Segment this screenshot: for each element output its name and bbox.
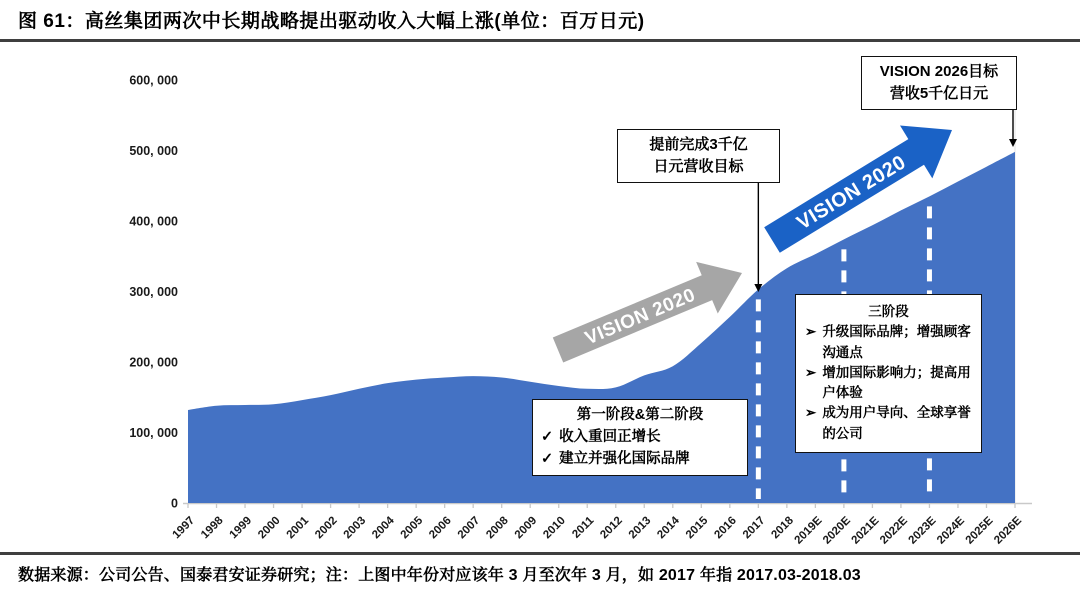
annotation-bullet-item — [541, 427, 739, 449]
x-axis-label: 2015 — [683, 514, 711, 542]
x-axis-label: 2020E — [821, 514, 854, 547]
annotation-bullet-item — [805, 322, 972, 363]
x-axis-label: 2018 — [769, 514, 796, 542]
annotation-line: 升级国际品牌；增强顾客沟通点 — [822, 324, 971, 360]
x-axis-label: 2000 — [256, 514, 283, 542]
x-axis-label: 2017 — [740, 514, 768, 542]
annotation-title: 第一阶段&第二阶段 — [576, 407, 704, 423]
x-axis-label: 2013 — [626, 514, 654, 542]
annotation-line: 营收5千亿日元 — [889, 84, 989, 102]
x-axis-label: 2023E — [906, 514, 939, 547]
annotation-bullet-item — [805, 403, 972, 444]
annotation-line: VISION 2026目标 — [879, 63, 999, 80]
arrow-bullet-icon: ➢ — [805, 364, 817, 380]
source-note: 数据来源：公司公告、国泰君安证券研究；注：上图中年份对应该年 3 月至次年 3 月，如 2017 年指 2017.03-2018.03 — [18, 567, 861, 584]
annotation-line: 日元营收目标 — [653, 157, 744, 175]
y-axis-label: 300, 000 — [129, 285, 178, 299]
x-axis-label: 2024E — [935, 514, 968, 547]
y-axis-label: 100, 000 — [129, 426, 178, 440]
checkmark-icon: ✓ — [541, 450, 554, 467]
vision2020-arrow-label: VISION 2020 — [793, 151, 910, 235]
annotation-line: 成为用户导向、全球享誉的公司 — [822, 405, 971, 441]
x-axis-label: 1997 — [170, 514, 198, 542]
checkmark-icon: ✓ — [541, 428, 554, 445]
x-axis-label: 2004 — [370, 514, 397, 542]
vision2020-arrow-label: VISION 2020 — [582, 284, 699, 350]
y-axis-label: 500, 000 — [129, 144, 178, 158]
x-axis-label: 2026E — [992, 514, 1025, 547]
footer-divider — [0, 552, 1080, 555]
annotation-bullet-item — [805, 363, 972, 404]
annotation-phase12-box — [532, 399, 748, 476]
x-axis-label: 2014 — [655, 514, 682, 542]
annotation-line: 提前完成3千亿 — [649, 136, 748, 153]
x-axis-label: 2006 — [427, 514, 454, 542]
x-axis-label: 2007 — [455, 514, 483, 542]
x-axis-label: 2001 — [284, 514, 312, 542]
x-axis-label: 2011 — [570, 514, 597, 541]
x-axis-label: 2009 — [512, 514, 540, 542]
x-axis-label: 2022E — [878, 514, 911, 547]
x-axis-label: 2012 — [598, 514, 625, 542]
arrow-bullet-icon: ➢ — [805, 324, 817, 340]
y-axis-label: 400, 000 — [129, 214, 178, 229]
annotation-phase3-box — [795, 294, 982, 453]
annotation-title: 三阶段 — [868, 304, 909, 319]
annotation-line: 增加国际影响力；提高用户体验 — [822, 364, 971, 400]
leader-vision2026-arrowhead — [1009, 139, 1017, 147]
annotation-bullet-item — [541, 449, 739, 471]
arrow-bullet-icon: ➢ — [805, 405, 817, 421]
x-axis-label: 1999 — [227, 514, 255, 542]
x-axis-label: 2016 — [712, 514, 739, 542]
x-axis-label: 2021E — [849, 514, 882, 547]
annotation-line: 收入重回正增长 — [559, 428, 661, 445]
annotation-target-300b-box — [617, 129, 780, 183]
annotation-vision2026-box — [861, 56, 1017, 110]
y-axis-label: 0 — [171, 496, 178, 511]
x-axis-label: 2002 — [313, 514, 340, 542]
x-axis-label: 1998 — [199, 514, 226, 542]
x-axis-label: 2008 — [484, 514, 511, 542]
x-axis-label: 2025E — [963, 514, 996, 547]
x-axis-label: 2010 — [541, 514, 568, 542]
x-axis-label: 2003 — [341, 514, 369, 542]
figure-title: 图 61：高丝集团两次中长期战略提出驱动收入大幅上涨(单位：百万日元) — [18, 11, 645, 32]
y-axis-label: 200, 000 — [129, 355, 178, 370]
x-axis-label: 2019E — [792, 514, 825, 547]
y-axis-label: 600, 000 — [129, 73, 178, 88]
annotation-line: 建立并强化国际品牌 — [559, 450, 690, 467]
x-axis-label: 2005 — [398, 514, 426, 542]
